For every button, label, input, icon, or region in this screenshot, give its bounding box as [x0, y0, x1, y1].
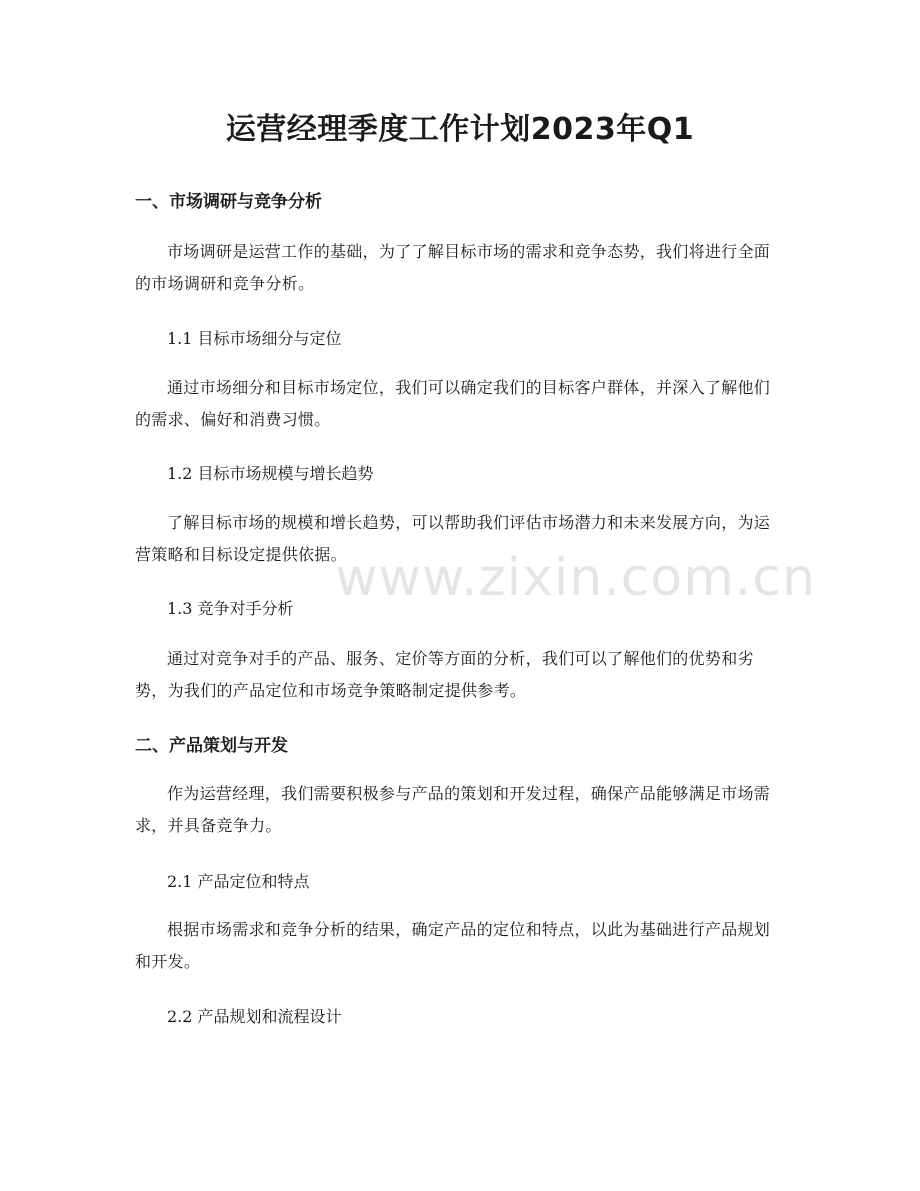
subsection-heading-1-3: 1.3 竞争对手分析 [167, 599, 294, 618]
subsection-1-3-text: 通过对竞争对手的产品、服务、定价等方面的分析，我们可以了解他们的优势和劣势，为我们的产品定位和市场竞争策略制定提供参考。 [135, 649, 754, 700]
subsection-1-1-text: 通过市场细分和目标市场定位，我们可以确定我们的目标客户群体，并深入了解他们的需求、偏好和消费习惯。 [135, 378, 771, 429]
subsection-1-2-text: 了解目标市场的规模和增长趋势，可以帮助我们评估市场潜力和未来发展方向，为运营策略和目标设定提供依据。 [135, 513, 771, 564]
section-1-intro: 市场调研是运营工作的基础，为了了解目标市场的需求和竞争态势，我们将进行全面的市场调研和竞争分析。 [135, 242, 771, 293]
subsection-heading-1-1: 1.1 目标市场细分与定位 [167, 329, 342, 348]
section-heading-1: 一、市场调研与竞争分析 [135, 192, 322, 212]
document-title: 运营经理季度工作计划2023年Q1 [225, 112, 695, 147]
subsection-heading-2-2: 2.2 产品规划和流程设计 [167, 1007, 342, 1026]
watermark: www.zixin.com.cn [335, 548, 816, 608]
section-2-intro: 作为运营经理，我们需要积极参与产品的策划和开发过程，确保产品能够满足市场需求，并具备竞争力。 [135, 784, 771, 835]
subsection-heading-1-2: 1.2 目标市场规模与增长趋势 [167, 464, 374, 483]
subsection-heading-2-1: 2.1 产品定位和特点 [167, 872, 310, 891]
subsection-2-1-text: 根据市场需求和竞争分析的结果，确定产品的定位和特点，以此为基础进行产品规划和开发。 [135, 920, 771, 971]
section-heading-2: 二、产品策划与开发 [135, 736, 288, 756]
